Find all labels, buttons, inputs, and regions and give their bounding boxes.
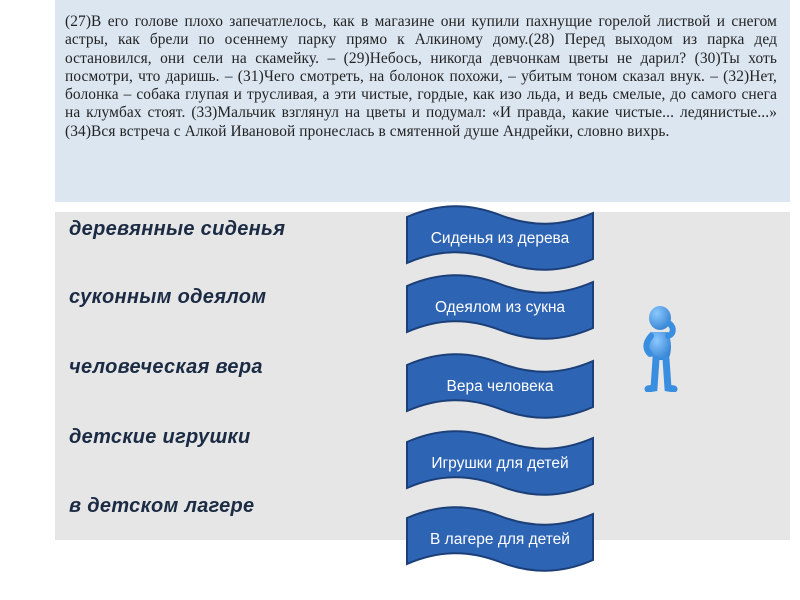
- passage-panel: [55, 0, 790, 202]
- phrase-item: [64, 356, 263, 379]
- ribbon-label: Игрушки для детей: [431, 454, 569, 472]
- thinking-person-icon: [636, 304, 688, 397]
- ribbon-banner: [403, 353, 597, 419]
- ribbon-banner: [403, 430, 597, 496]
- phrase-text: суконным одеялом: [69, 286, 267, 308]
- ribbon-banner: [403, 274, 597, 340]
- phrase-text: детские игрушки: [69, 426, 251, 448]
- ribbon-label: В лагере для детей: [430, 530, 570, 548]
- phrase-item: [64, 286, 266, 309]
- ribbon-label: Вера человека: [446, 377, 554, 395]
- phrase-item: [64, 218, 285, 241]
- ribbon-label: Одеялом из сукна: [434, 298, 566, 316]
- passage-text: (27)В его голове плохо запечатлелось, как в магазине они купили пахнущие горелой листвой и снегом астры, как брели по осеннему парку прямо к Алкиному дому.(28) Перед выходом из парка дед остановился, они сели на скамейку. – (29)Небось, никогда девчонкам цветы не дарил? (30)Ты хоть посмотри, что даришь. – (31)Чего смотреть, на болонок похожи, – убитым тоном сказал внук. – (32)Нет, болонка – собака глупая и трусливая, а эти чистые, гордые, как изо льда, и ведь смелые, до самого снега на клумбах стоят. (33)Мальчик взглянул на цветы и подумал: «И правда, какие чистые... ледянистые...» (34)Вся встреча с Алкой Ивановой пронеслась в смятенной душе Андрейки, словно вихрь.: [65, 13, 777, 140]
- ribbon-banner: [403, 506, 597, 572]
- ribbon-banner: [403, 205, 597, 271]
- phrase-text: деревянные сиденья: [69, 218, 286, 240]
- phrase-item: [64, 426, 251, 449]
- ribbon-label: Сиденья из дерева: [430, 229, 570, 247]
- phrase-text: человеческая вера: [69, 356, 263, 378]
- phrase-text: в детском лагере: [69, 495, 255, 517]
- phrase-item: [64, 495, 254, 518]
